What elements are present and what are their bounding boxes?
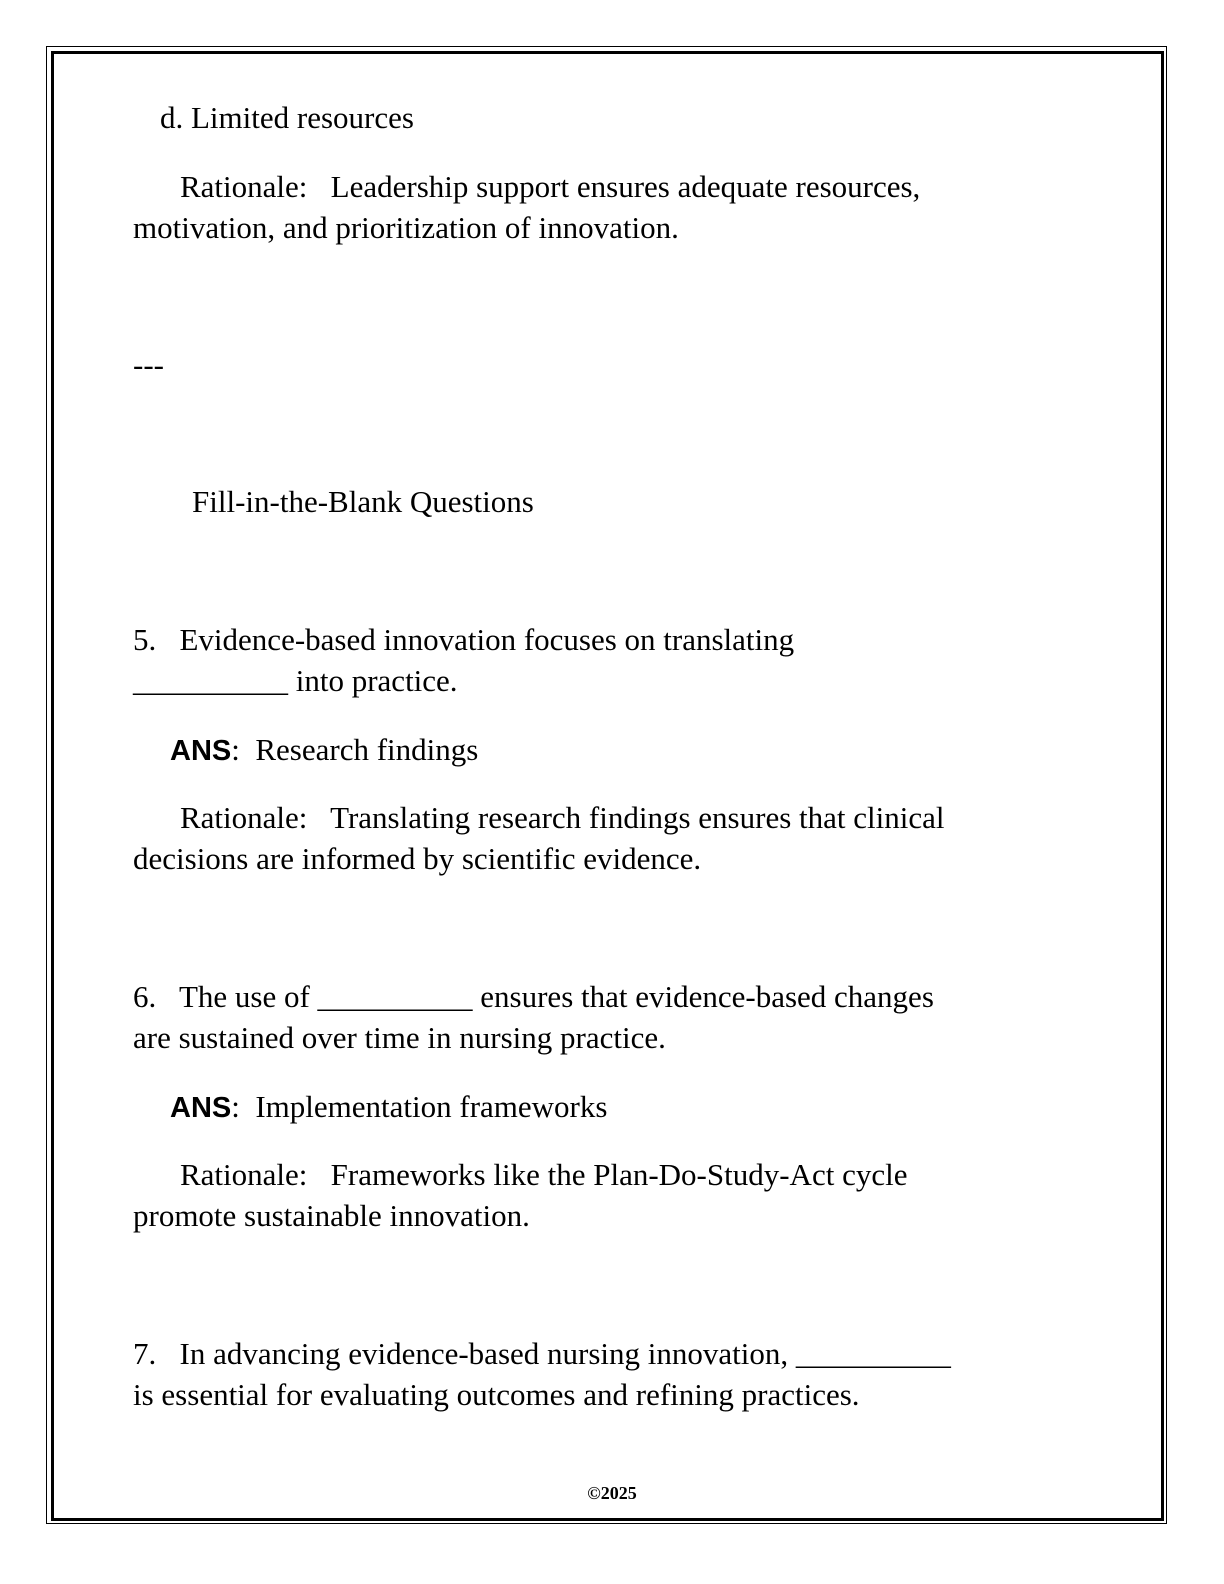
answer-5 [170,732,478,769]
rationale-6-line2: promote sustainable innovation. [133,1198,530,1233]
option-d: d. Limited resources [160,100,414,135]
ans-label: ANS [170,735,232,767]
copyright-footer: ©2025 [587,1483,637,1503]
rationale-6-line1: Rationale: Frameworks like the Plan-Do-Study-Act cycle [180,1157,908,1192]
question-6-line1: 6. The use of __________ ensures that evidence-based changes [133,979,934,1014]
question-5-line1: 5. Evidence-based innovation focuses on translating [133,622,795,657]
answer-5-text: : Research findings [231,732,479,767]
ans-label: ANS [170,1092,232,1124]
answer-6-text: : Implementation frameworks [231,1089,608,1124]
rationale-5-line2: decisions are informed by scientific evidence. [133,841,702,876]
page-border-inner [51,51,1164,1521]
separator: --- [133,347,164,382]
question-6-line2: are sustained over time in nursing practice. [133,1020,666,1055]
answer-6 [170,1089,607,1126]
question-5-line2: __________ into practice. [133,663,458,698]
rationale-4-line2: motivation, and prioritization of innovation. [133,210,679,245]
section-heading: Fill-in-the-Blank Questions [192,484,534,519]
rationale-4-line1: Rationale: Leadership support ensures adequate resources, [180,169,921,204]
rationale-5-line1: Rationale: Translating research findings ensures that clinical [180,800,945,835]
question-7-line1: 7. In advancing evidence-based nursing innovation, __________ [133,1336,951,1371]
question-7-line2: is essential for evaluating outcomes and refining practices. [133,1377,860,1412]
